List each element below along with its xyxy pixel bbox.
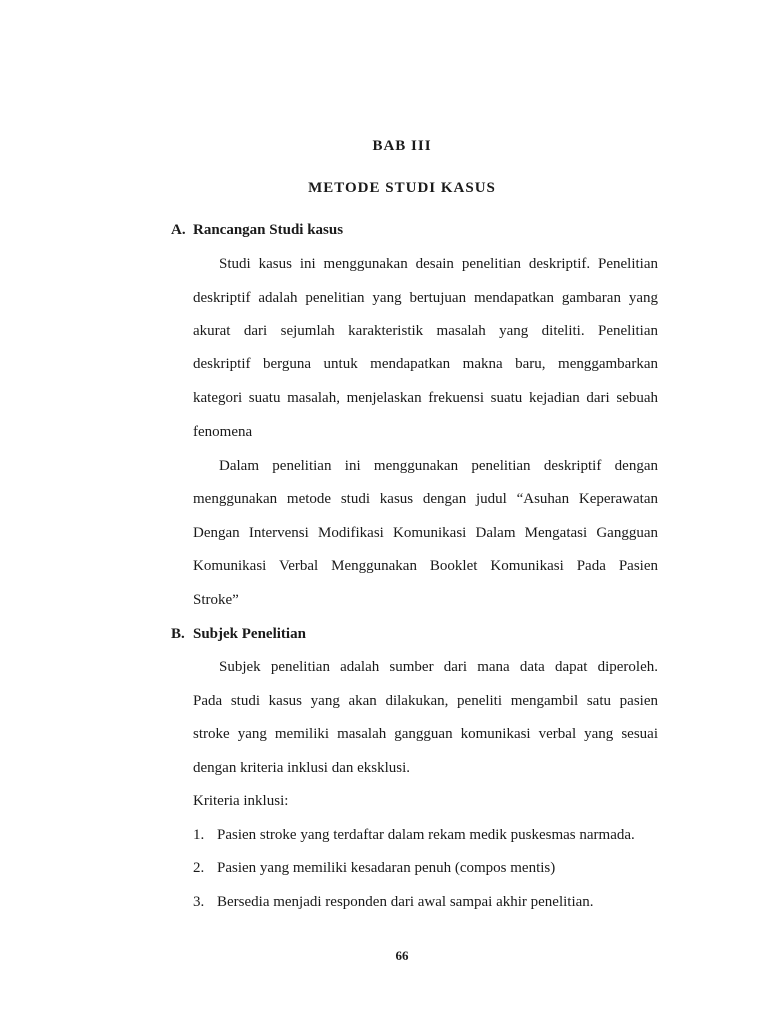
paragraph-line: stroke yang memiliki masalah gangguan komunikasi verbal yang sesuai (193, 726, 658, 742)
paragraph-line: Dengan Intervensi Modifikasi Komunikasi Dalam Mengatasi Gangguan (193, 525, 658, 541)
paragraph-line: Pada studi kasus yang akan dilakukan, peneliti mengambil satu pasien (193, 693, 658, 709)
paragraph-line: deskriptif adalah penelitian yang bertujuan mendapatkan gambaran yang (193, 290, 658, 306)
paragraph-line: Stroke” (193, 592, 239, 608)
list-item-text: Bersedia menjadi responden dari awal sampai akhir penelitian. (217, 894, 594, 910)
chapter-title: METODE STUDI KASUS (308, 180, 496, 196)
chapter-label: BAB III (372, 138, 432, 154)
list-item (193, 827, 635, 844)
paragraph-line: Komunikasi Verbal Menggunakan Booklet Komunikasi Pada Pasien (193, 558, 658, 574)
paragraph-line: Subjek penelitian adalah sumber dari mana data dapat diperoleh. (219, 659, 658, 675)
list-item-number: 3. (193, 894, 205, 910)
list-item-number: 1. (193, 827, 205, 843)
paragraph-line: kategori suatu masalah, menjelaskan frekuensi suatu kejadian dari sebuah (193, 390, 658, 406)
paragraph-line: dengan kriteria inklusi dan eksklusi. (193, 760, 411, 776)
section-a-title: Rancangan Studi kasus (193, 222, 344, 238)
paragraph-line: Dalam penelitian ini menggunakan penelitian deskriptif dengan (219, 458, 658, 474)
list-item-text: Pasien yang memiliki kesadaran penuh (compos mentis) (217, 860, 556, 876)
list-item-number: 2. (193, 860, 205, 876)
page-number: 66 (395, 948, 409, 963)
criteria-label: Kriteria inklusi: (193, 793, 289, 809)
section-b-letter: B. (171, 626, 185, 642)
section-a-heading (171, 222, 343, 239)
section-b-title: Subjek Penelitian (193, 626, 306, 642)
section-a-letter: A. (171, 222, 186, 238)
section-b-heading (171, 626, 306, 643)
list-item (193, 860, 555, 877)
list-item (193, 894, 594, 911)
paragraph-line: fenomena (193, 424, 253, 440)
paragraph-line: akurat dari sejumlah karakteristik masalah yang diteliti. Penelitian (193, 323, 658, 339)
list-item-text: Pasien stroke yang terdaftar dalam rekam medik puskesmas narmada. (217, 827, 635, 843)
paragraph-line: menggunakan metode studi kasus dengan judul “Asuhan Keperawatan (193, 491, 658, 507)
paragraph-line: deskriptif berguna untuk mendapatkan makna baru, menggambarkan (193, 356, 658, 372)
paragraph-line: Studi kasus ini menggunakan desain penelitian deskriptif. Penelitian (219, 256, 658, 272)
